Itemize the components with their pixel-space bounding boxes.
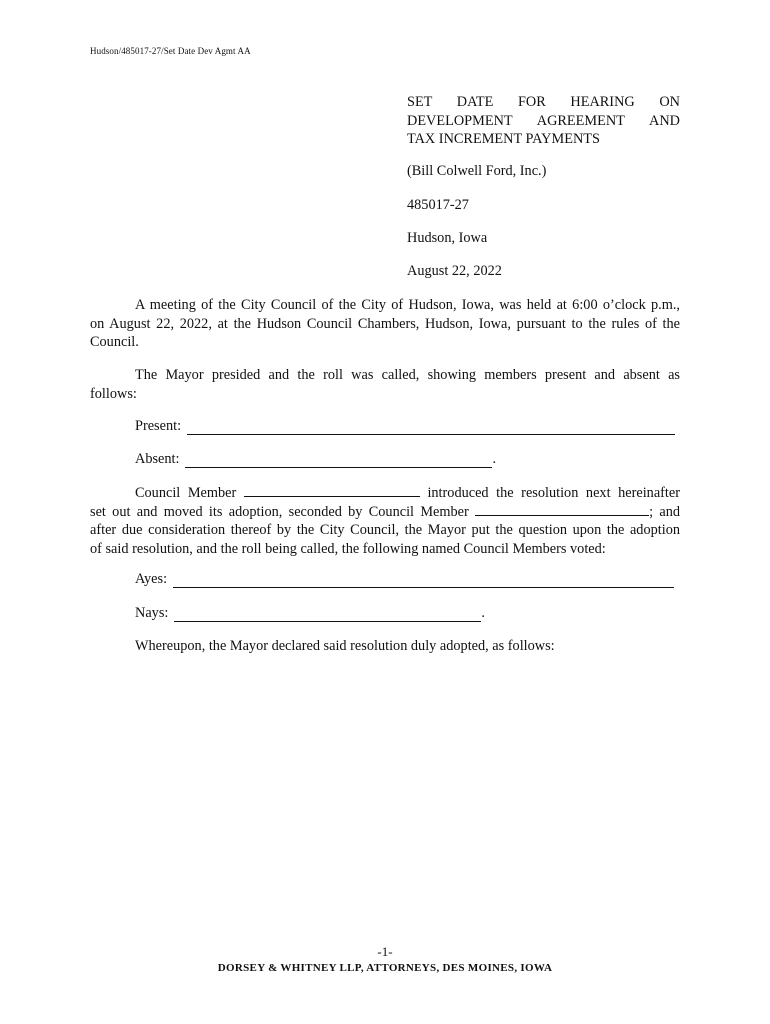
company-name: (Bill Colwell Ford, Inc.) (407, 163, 547, 179)
council-member-label: Council Member (135, 485, 237, 501)
council-line-1 (90, 484, 680, 503)
whereupon-line: Whereupon, the Mayor declared said resolution duly adopted, as follows: (135, 638, 555, 654)
council-paragraph (90, 484, 680, 558)
absent-suffix: . (492, 451, 497, 467)
absent-label: Absent: (135, 451, 180, 467)
nays-label: Nays: (135, 605, 169, 621)
nays-suffix: . (481, 605, 485, 621)
council-line-4: of said resolution, and the roll being called, the following named Council Members voted: (90, 540, 606, 557)
absent-row (135, 451, 496, 468)
nays-blank[interactable] (174, 607, 481, 622)
council-line-3: after due consideration thereof by the City Council, the Mayor put the question upon the adoption (90, 522, 680, 538)
document-reference: Hudson/485017-27/Set Date Dev Agmt AA (90, 46, 251, 56)
ayes-blank[interactable] (173, 573, 674, 588)
document-title (407, 93, 680, 149)
present-row (135, 418, 675, 435)
seconder-blank[interactable] (475, 503, 649, 516)
title-line-2: DEVELOPMENT AGREEMENT AND (407, 112, 680, 129)
meeting-paragraph (90, 296, 680, 352)
nays-row (135, 605, 485, 622)
mover-blank[interactable] (244, 484, 420, 497)
council-line-2-suffix: ; and (649, 503, 680, 520)
meeting-line-1: A meeting of the City Council of the City of Hudson, Iowa, was held at 6:00 o’clock p.m., (135, 297, 680, 313)
location: Hudson, Iowa (407, 230, 488, 246)
title-line-1: SET DATE FOR HEARING ON (407, 94, 680, 110)
council-line-1-suffix: introduced the resolution next hereinafter (427, 485, 681, 501)
file-number: 485017-27 (407, 197, 469, 213)
council-line-2 (90, 503, 680, 522)
page-number: -1- (377, 944, 393, 959)
absent-blank[interactable] (185, 453, 492, 468)
firm-footer: DORSEY & WHITNEY LLP, ATTORNEYS, DES MOINES, IOWA (217, 962, 553, 974)
council-line-2-prefix: set out and moved its adoption, seconded by Council Member (90, 503, 469, 520)
ayes-row (135, 571, 674, 588)
meeting-line-3: Council. (90, 334, 139, 350)
meeting-line-2: on August 22, 2022, at the Hudson Council Chambers, Hudson, Iowa, pursuant to the rules of the (90, 315, 680, 332)
roll-line-2: follows: (90, 385, 137, 402)
ayes-label: Ayes: (135, 571, 168, 587)
roll-line-1: The Mayor presided and the roll was called, showing members present and absent as (135, 367, 680, 383)
present-blank[interactable] (187, 420, 675, 435)
title-line-3: TAX INCREMENT PAYMENTS (407, 131, 600, 147)
present-label: Present: (135, 418, 182, 434)
roll-paragraph (90, 366, 680, 403)
meeting-date: August 22, 2022 (407, 263, 502, 279)
